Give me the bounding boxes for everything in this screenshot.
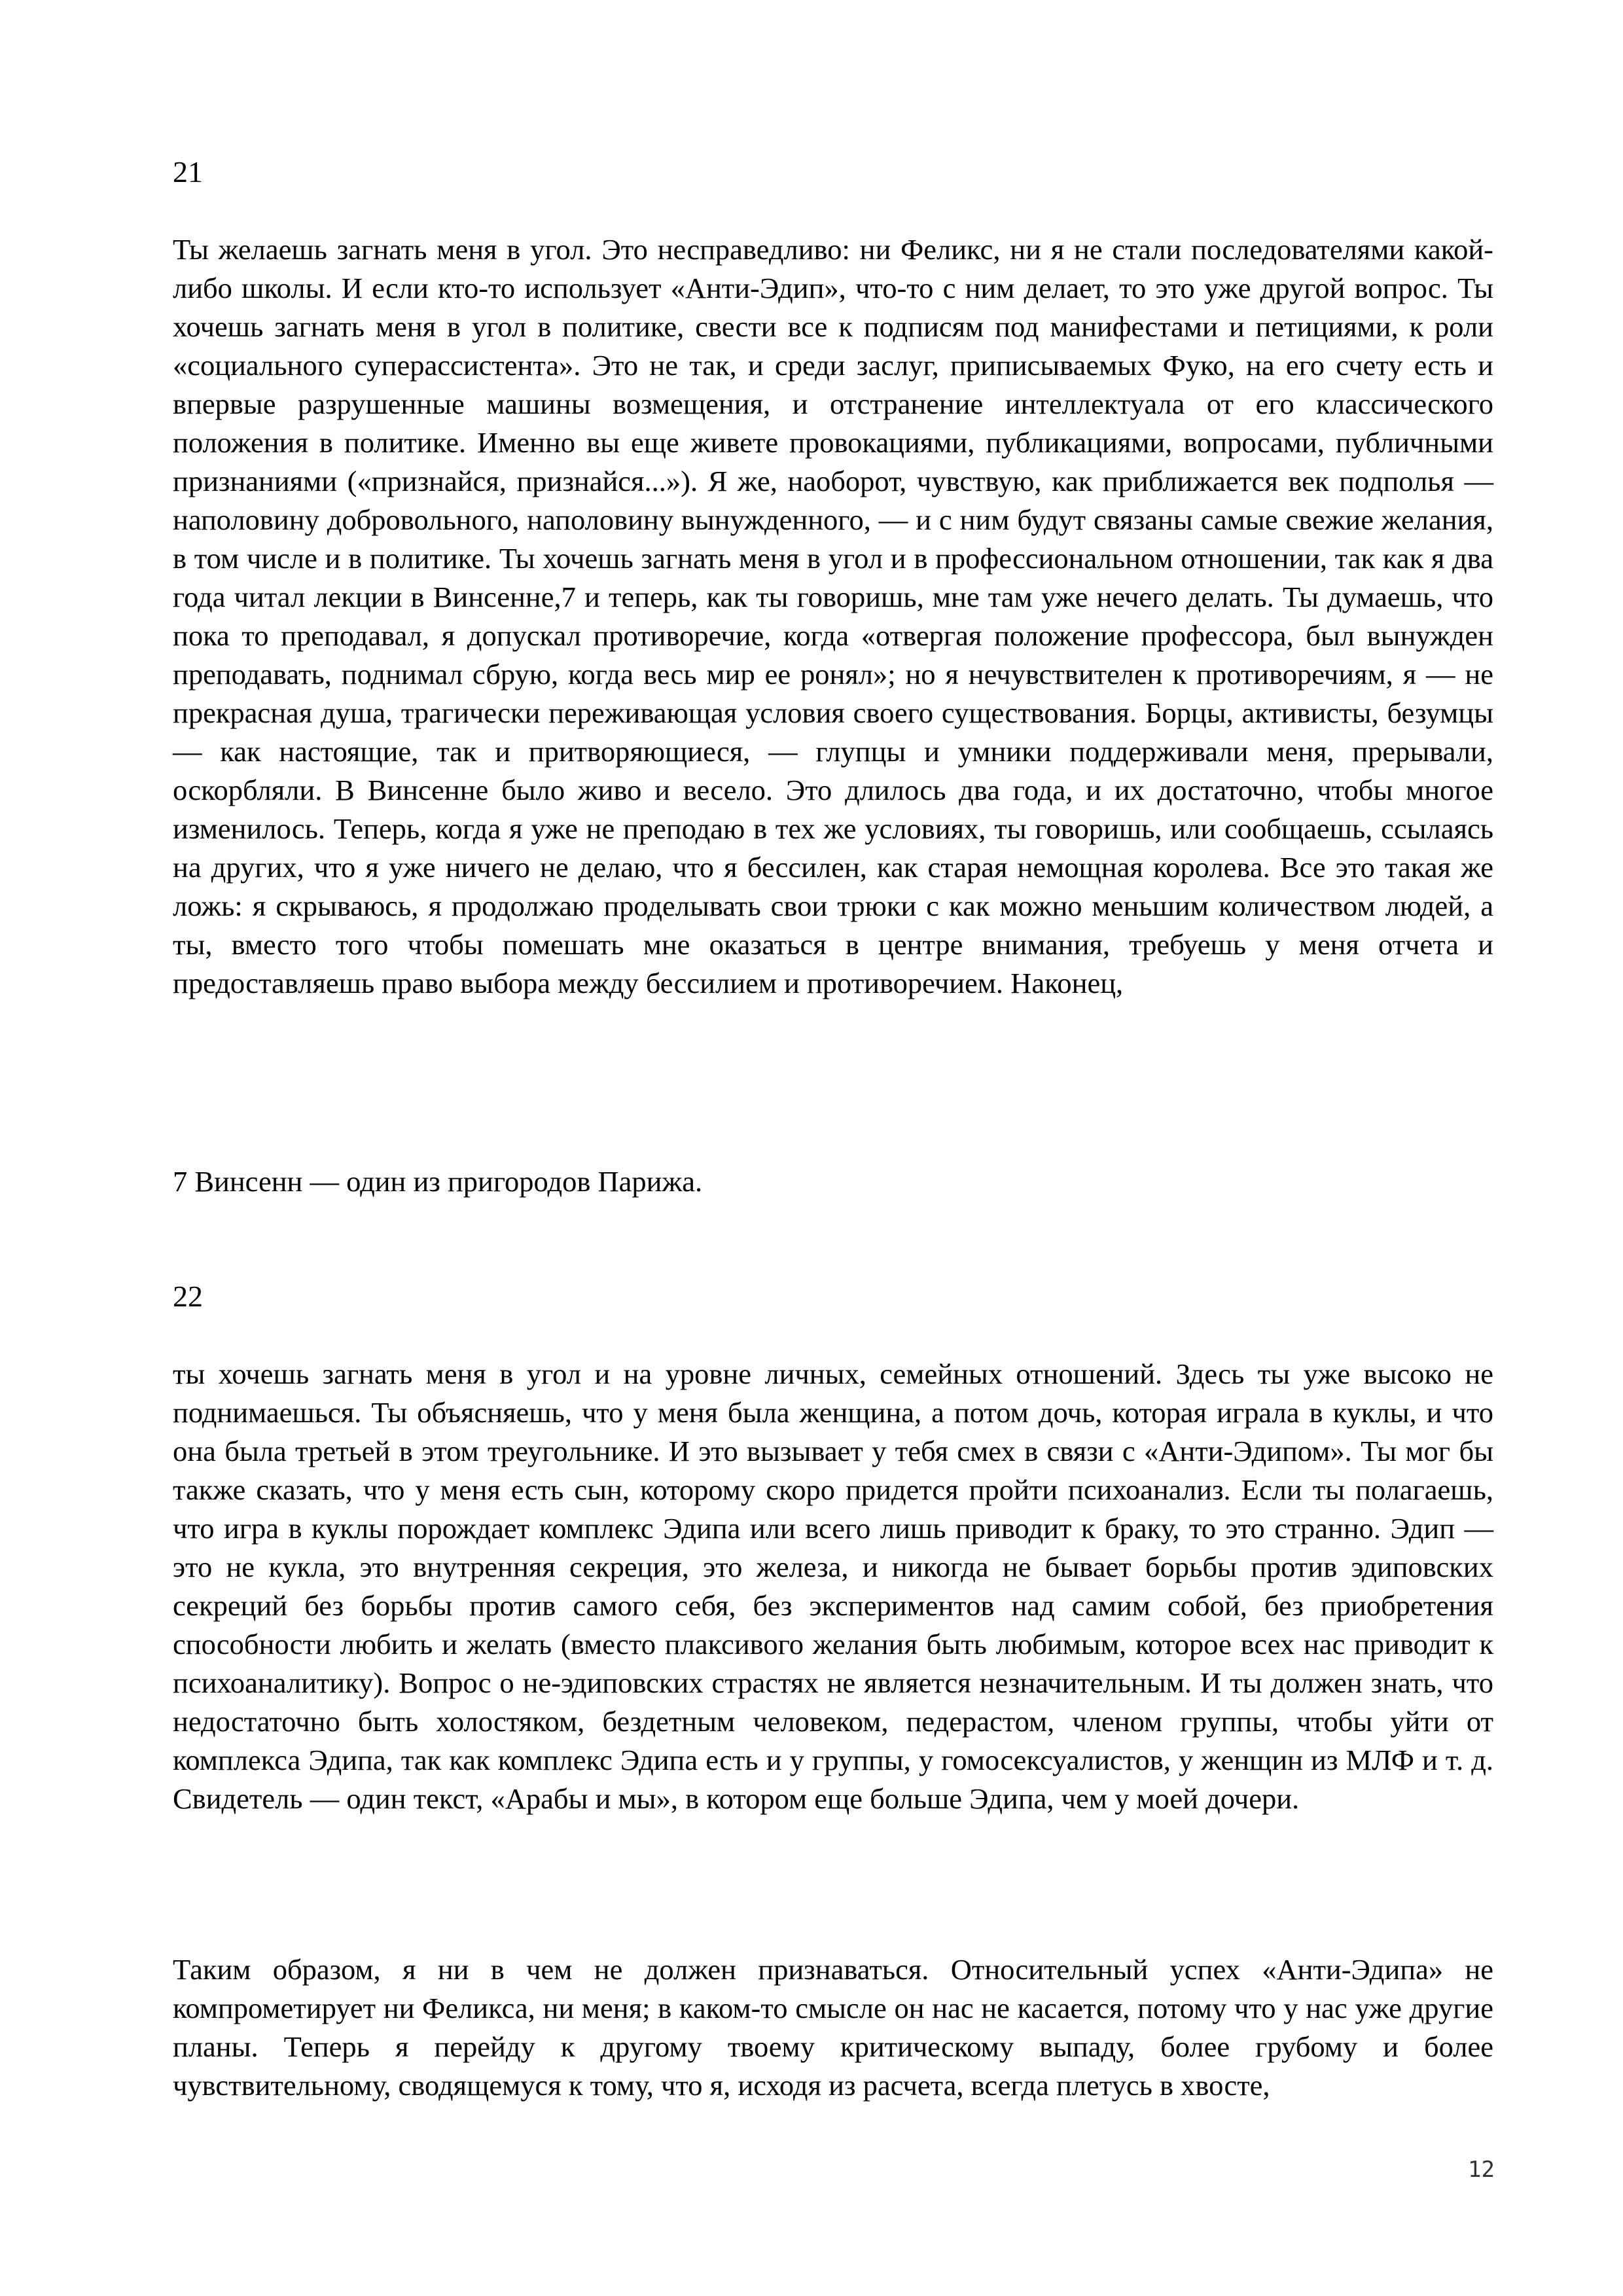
sheet-page-number: 12 <box>1468 2157 1495 2183</box>
paragraph-1: Ты желаешь загнать меня в угол. Это несправедливо: ни Феликс, ни я не стали последователями какой-либо школы. И если кто-то использует «Анти-Эдип», что-то с ним делает, то это уже другой вопрос. Ты хочешь загнать меня в угол в политике, свести все к подписям под манифестами и петициями, к роли «социального суперассистента». Это не так, и среди заслуг, приписываемых Фуко, на его счету есть и впервые разрушенные машины возмещения, и отстранение интеллектуала от его классического положения в политике. Именно вы еще живете провокациями, публикациями, вопросами, публичными признаниями («признайся, признайся...»). Я же, наоборот, чувствую, как приближается век подполья — наполовину добровольного, наполовину вынужденного, — и с ним будут связаны самые свежие желания, в том числе и в политике. Ты хочешь загнать меня в угол и в профессиональном отношении, так как я два года читал лекции в Винсенне,7 и теперь, как ты говоришь, мне там уже нечего делать. Ты думаешь, что пока то преподавал, я допускал противоречие, когда «отвергая положение профессора, был вынужден преподавать, поднимал сбрую, когда весь мир ее ронял»; но я нечувствителен к противоречиям, я — не прекрасная душа, трагически переживающая условия своего существования. Борцы, активисты, безумцы — как настоящие, так и притворяющиеся, — глупцы и умники поддерживали меня, прерывали, оскорбляли. В Винсенне было живо и весело. Это длилось два года, и их достаточно, чтобы многое изменилось. Теперь, когда я уже не преподаю в тех же условиях, ты говоришь, или сообщаешь, ссылаясь на других, что я уже ничего не делаю, что я бессилен, как старая немощная королева. Все это такая же ложь: я скрываюсь, я продолжаю проделывать свои трюки с как можно меньшим количеством людей, а ты, вместо того чтобы помешать мне оказаться в центре внимания, требуешь у меня отчета и предоставляешь право выбора между бессилием и противоречием. Наконец, <box>173 233 1493 999</box>
paragraph-3: Таким образом, я ни в чем не должен признаваться. Относительный успех «Анти-Эдипа» не компрометирует ни Феликса, ни меня; в каком-то смысле он нас не касается, потому что у нас уже другие планы. Теперь я перейду к другому твоему критическому выпаду, более грубому и более чувствительному, сводящемуся к тому, что я, исходя из расчета, всегда плетусь в хвосте, <box>173 1953 1493 2102</box>
page-label-21: 21 <box>173 155 203 188</box>
page-label-22: 22 <box>173 1280 203 1313</box>
paragraph-2: ты хочешь загнать меня в угол и на уровне личных, семейных отношений. Здесь ты уже высоко не поднимаешься. Ты объясняешь, что у меня была женщина, а потом дочь, которая играла в куклы, и что она была третьей в этом треугольнике. И это вызывает у тебя смех в связи с «Анти-Эдипом». Ты мог бы также сказать, что у меня есть сын, которому скоро придется пройти психоанализ. Если ты полагаешь, что игра в куклы порождает комплекс Эдипа или всего лишь приводит к браку, то это странно. Эдип — это не кукла, это внутренняя секреция, это железа, и никогда не бывает борьбы против эдиповских секреций без борьбы против самого себя, без экспериментов над самим собой, без приобретения способности любить и желать (вместо плаксивого желания быть любимым, которое всех нас приводит к психоаналитику). Вопрос о не-эдиповских страстях не является незначительным. И ты должен знать, что недостаточно быть холостяком, бездетным человеком, педерастом, членом группы, чтобы уйти от комплекса Эдипа, так как комплекс Эдипа есть и у группы, у гомосексуалистов, у женщин из МЛФ и т. д. Свидетель — один текст, «Арабы и мы», в котором еще больше Эдипа, чем у моей дочери. <box>173 1357 1493 1815</box>
footnote-7: 7 Винсенн — один из пригородов Парижа. <box>173 1165 703 1198</box>
